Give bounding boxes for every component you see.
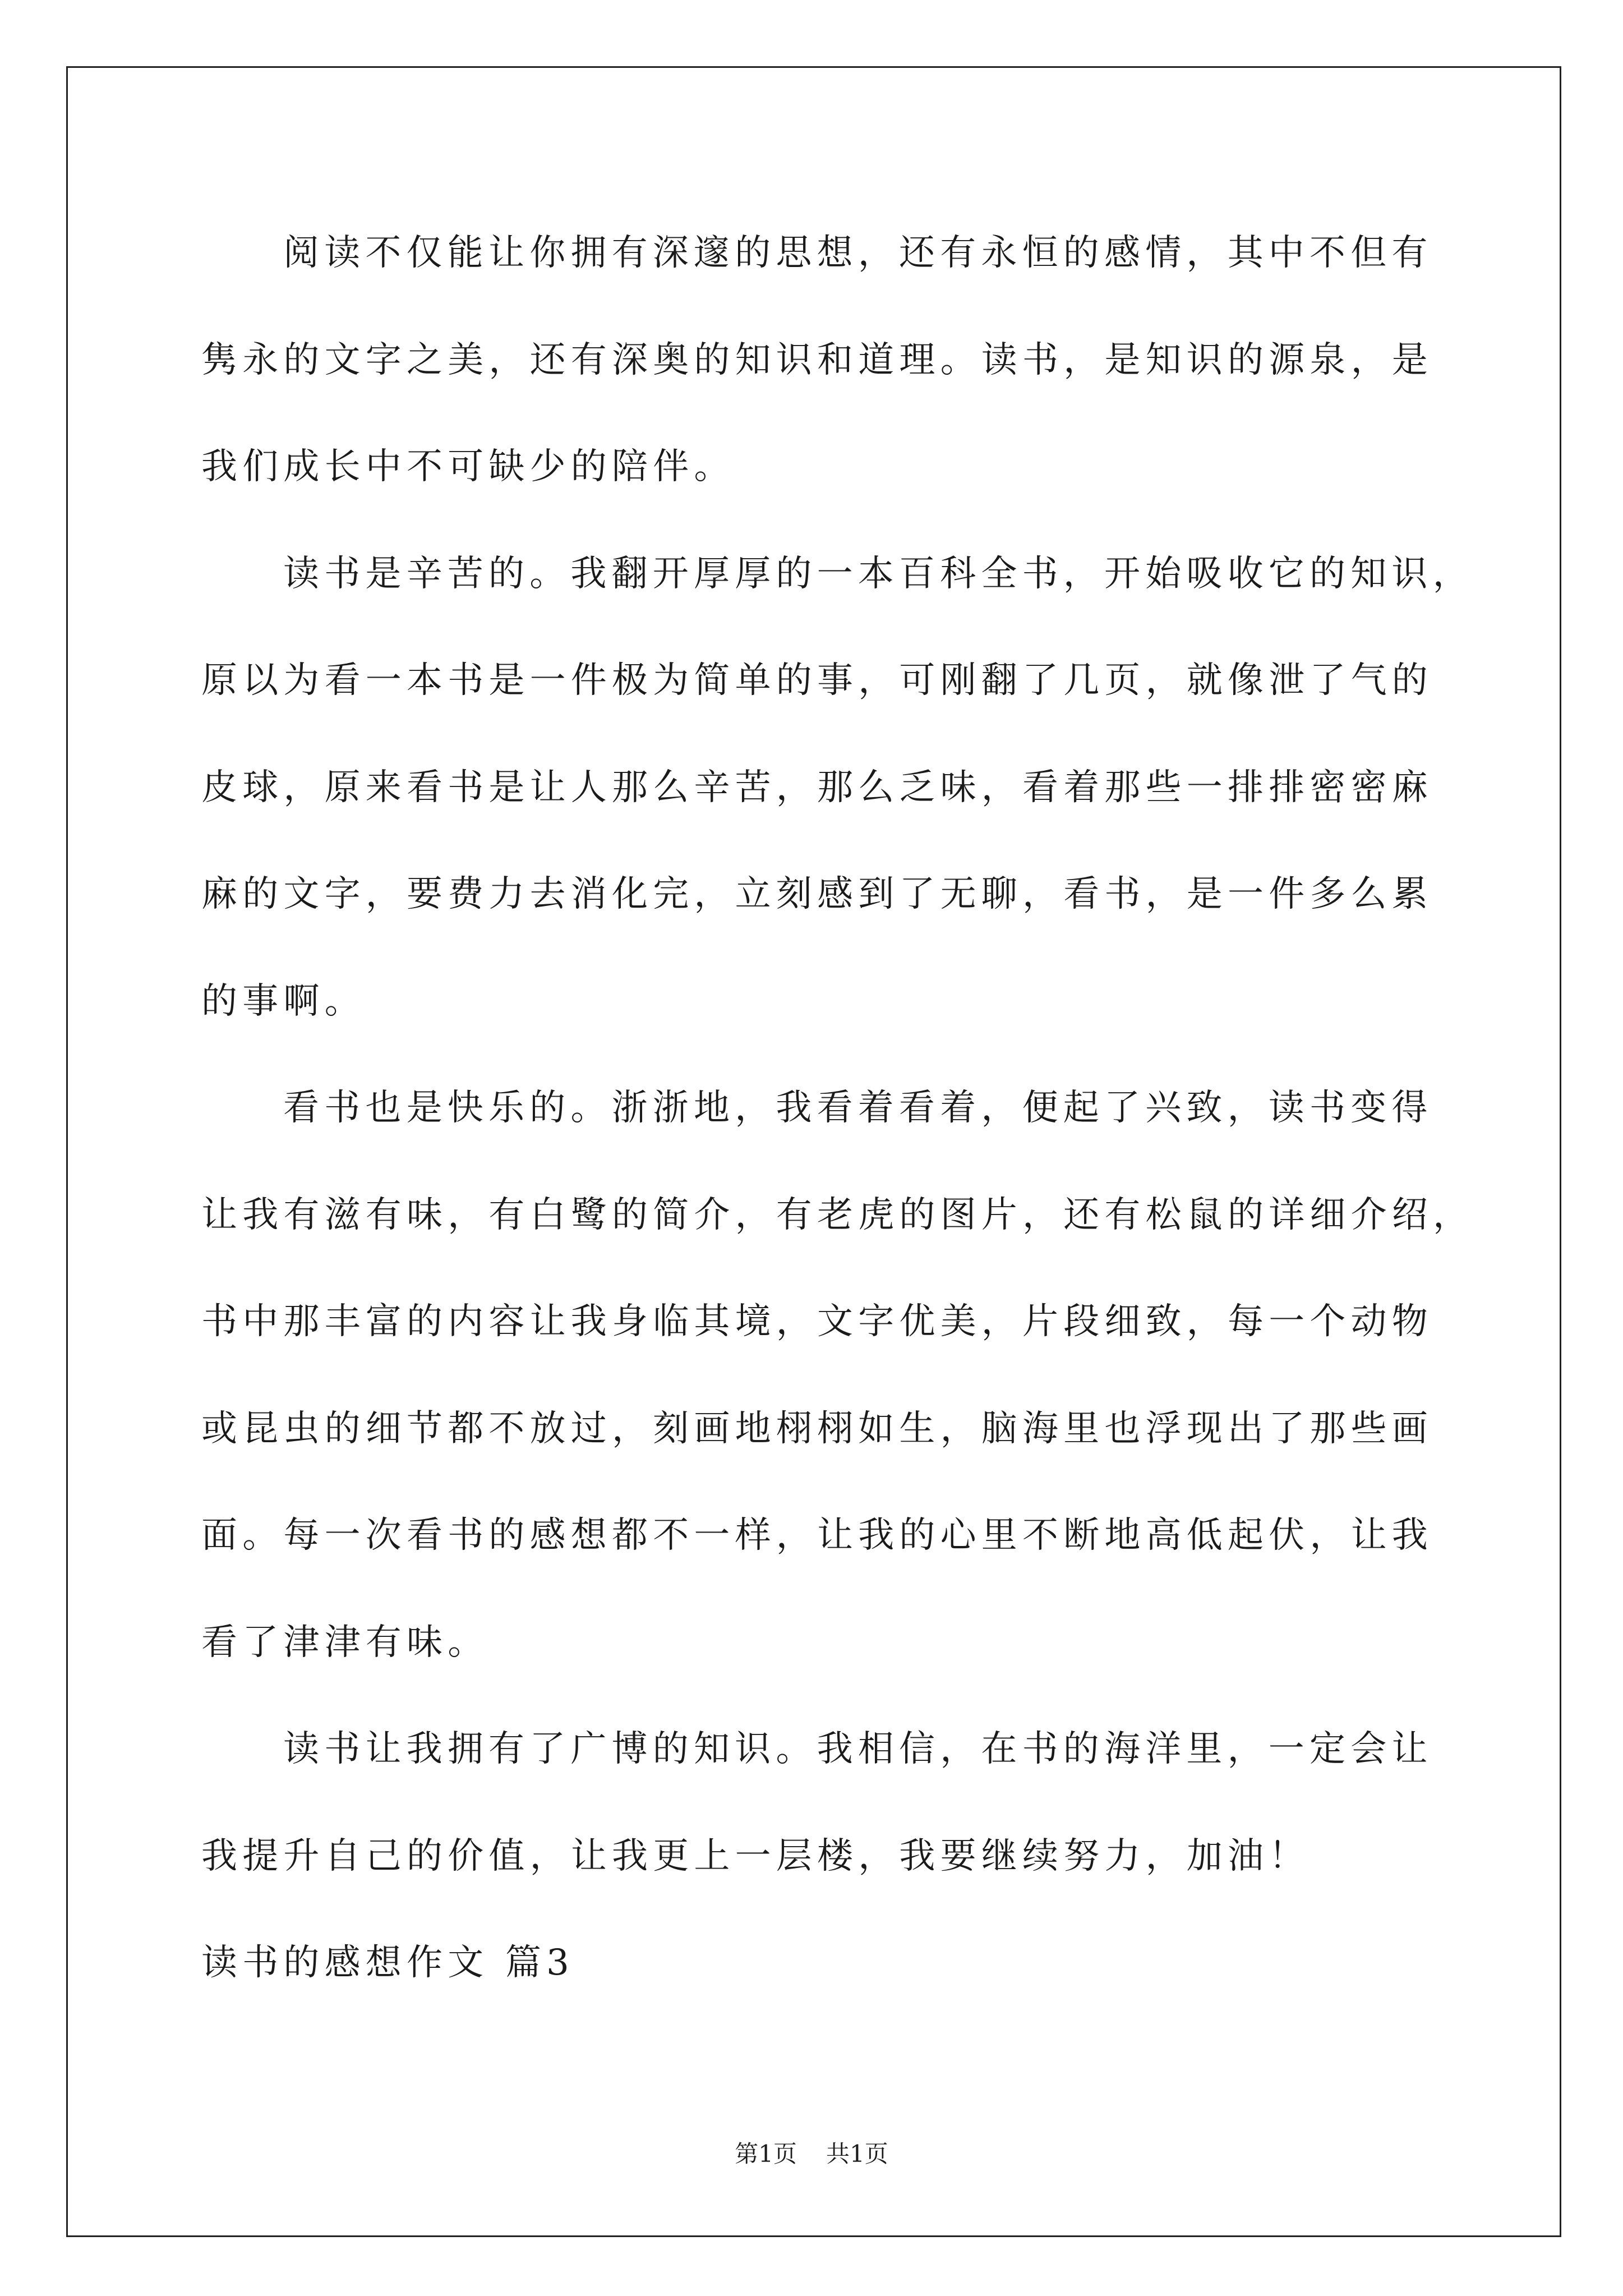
paragraph-line: 阅读不仅能让你拥有深邃的思想，还有永恒的感情，其中不但有 [283, 232, 1433, 274]
paragraph-1 [201, 200, 1536, 521]
current-page-number: 第1页 [735, 2140, 797, 2168]
paragraph-line: 我们成长中不可缺少的陪伴。 [201, 446, 735, 487]
paragraph-line: 让我有滋有味，有白鹭的简介，有老虎的图片，还有松鼠的详细介绍， [201, 1194, 1474, 1236]
paragraph-line: 我提升自己的价值，让我更上一层楼，我要继续努力，加油！ [201, 1835, 1310, 1877]
paragraph-line: 读书是辛苦的。我翻开厚厚的一本百科全书，开始吸收它的知识， [283, 553, 1474, 595]
paragraph-line: 的事啊。 [201, 980, 366, 1022]
paragraph-line: 或昆虫的细节都不放过，刻画地栩栩如生，脑海里也浮现出了那些画 [201, 1407, 1433, 1450]
paragraph-line: 书中那丰富的内容让我身临其境，文字优美，片段细致，每一个动物 [201, 1301, 1433, 1342]
paragraph-2 [201, 521, 1536, 1055]
paragraph-line: 隽永的文字之美，还有深奥的知识和道理。读书，是知识的源泉，是 [201, 339, 1433, 381]
paragraph-line: 原以为看一本书是一件极为简单的事，可刚翻了几页，就像泄了气的 [201, 660, 1433, 701]
paragraph-line: 读书让我拥有了广博的知识。我相信，在书的海洋里，一定会让 [283, 1728, 1433, 1770]
page-footer [0, 2138, 1623, 2170]
paragraph-line: 麻的文字，要费力去消化完，立刻感到了无聊，看书，是一件多么累 [201, 873, 1433, 915]
paragraph-line: 看书也是快乐的。浙浙地，我看着看着，便起了兴致，读书变得 [283, 1087, 1433, 1129]
paragraph-3 [201, 1055, 1536, 1696]
document-body [201, 200, 1536, 2017]
paragraph-4 [201, 1696, 1536, 1910]
paragraph-line: 看了津津有味。 [201, 1621, 489, 1663]
section-heading: 读书的感想作文 篇3 [201, 1942, 575, 1984]
paragraph-line: 皮球，原来看书是让人那么辛苦，那么乏味，看着那些一排排密密麻 [201, 766, 1433, 808]
total-page-count: 共1页 [826, 2140, 888, 2168]
paragraph-line: 面。每一次看书的感想都不一样，让我的心里不断地高低起伏，让我 [201, 1515, 1433, 1556]
